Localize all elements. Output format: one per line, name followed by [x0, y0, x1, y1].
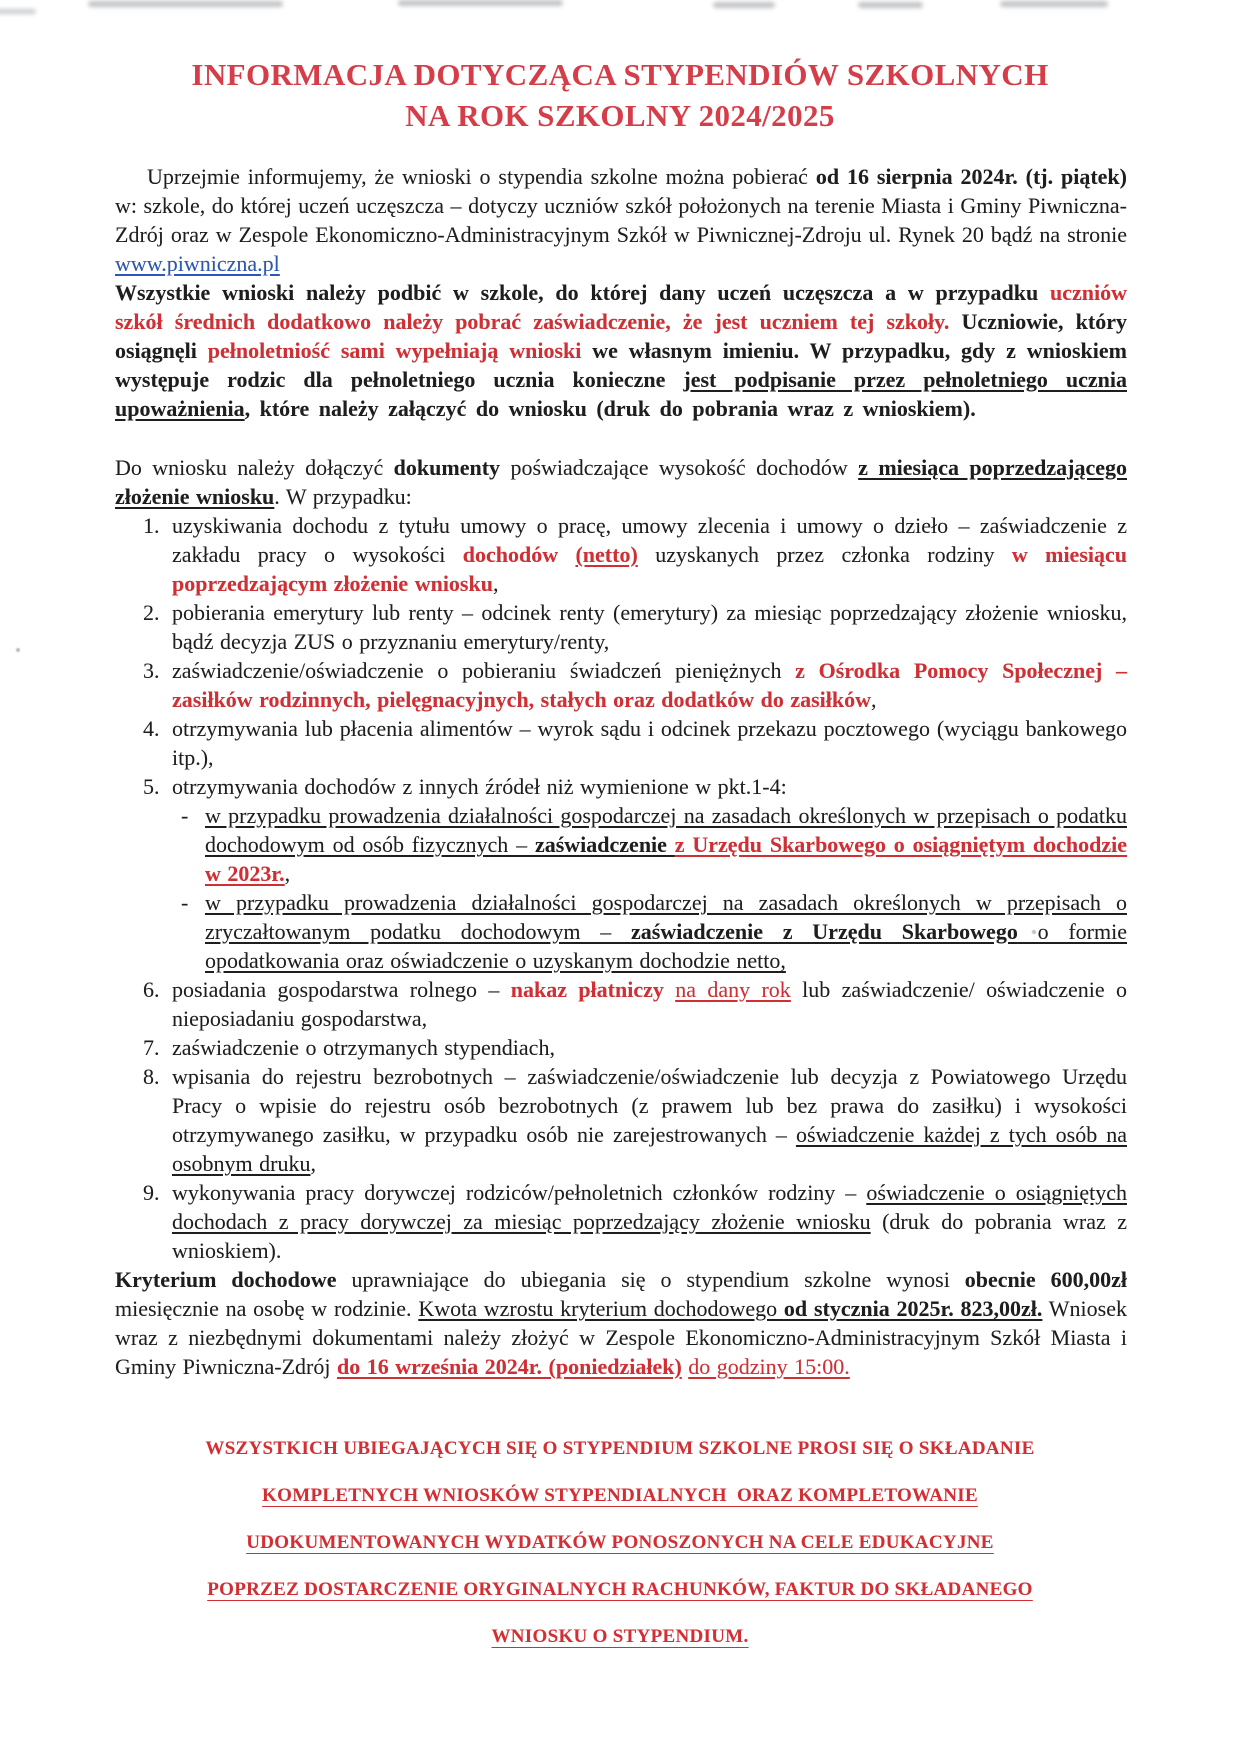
text-segment: otrzymywania dochodów z innych źródeł niż wymienione w pkt.1-4: — [172, 774, 787, 799]
dash-marker: - — [181, 803, 189, 828]
list-subitem — [115, 801, 1127, 888]
scan-artifact — [88, 1, 283, 7]
text-segment: posiadania gospodarstwa rolnego – — [172, 977, 511, 1002]
text-segment: dochodów — [462, 542, 576, 567]
title-line-2: NA ROK SZKOLNY 2024/2025 — [405, 98, 835, 133]
list-item — [115, 656, 1127, 714]
text-segment: miesięcznie na osobę w rodzinie. — [115, 1296, 419, 1321]
numbered-list — [115, 511, 1127, 1265]
list-item — [115, 772, 1127, 801]
footer-line: WSZYSTKICH UBIEGAJĄCYCH SIĘ O STYPENDIUM SZKOLNE PROSI SIĘ O SKŁADANIE — [205, 1438, 1035, 1459]
text-segment: poświadczające wysokość dochodów — [500, 455, 859, 480]
list-item-number: 2. — [143, 600, 160, 625]
text-segment: Do wniosku należy dołączyć — [115, 455, 394, 480]
scan-artifact — [713, 2, 775, 8]
list-item-number: 4. — [143, 716, 160, 741]
text-segment: uzyskiwania dochodu z tytułu umowy o pracę, umowy zlecenia i umowy o dzieło – zaświadczenie z zakładu pracy o wysokości — [172, 513, 1127, 567]
dash-marker: - — [181, 890, 189, 915]
footer-notice — [0, 1425, 1240, 1660]
footer-line: WNIOSKU O STYPENDIUM. — [491, 1626, 749, 1647]
text-segment: zaświadczenie o otrzymanych stypendiach, — [172, 1035, 555, 1060]
text-segment: nakaz płatniczy — [510, 977, 676, 1002]
scan-speck — [16, 648, 20, 652]
title-line-1: INFORMACJA DOTYCZĄCA STYPENDIÓW SZKOLNYCH — [191, 57, 1049, 92]
scan-artifact — [858, 2, 923, 8]
text-segment: Wniosek wraz z niezbędnymi dokumentami należy złożyć w Zespole Ekonomiczno-Administracyjnym Szkół Miasta i Gminy Piwniczna-Zdrój — [115, 1296, 1127, 1379]
text-segment: zaświadczenie z Urzędu Skarbowego — [631, 919, 1018, 944]
text-segment: uczniów szkół średnich dodatkowo należy pobrać zaświadczenie, że jest uczniem tej szkoły. — [115, 280, 1127, 334]
text-segment: pełnoletniość sami wypełniają wnioski — [207, 338, 582, 363]
list-item-number: 8. — [143, 1064, 160, 1089]
paragraph — [115, 278, 1127, 423]
text-segment: w: szkole, do której uczeń uczęszcza – dotyczy uczniów szkół położonych na terenie Miasta i Gminy Piwniczna-Zdrój oraz w Zespole Ekonomiczno-Administracyjnym Szkół w Piwnicznej-Zdroju ul. Rynek 20 bądź na stronie — [115, 193, 1127, 247]
text-segment: , które należy załączyć do wniosku (druk do pobrania wraz z wnioskiem). — [244, 396, 976, 421]
document-title — [60, 54, 1180, 136]
list-item-number: 1. — [143, 513, 160, 538]
text-segment: do godziny 15:00. — [688, 1354, 850, 1379]
text-segment: , — [284, 861, 291, 886]
scan-artifact — [1000, 1, 1108, 7]
list-item-number: 6. — [143, 977, 160, 1002]
scan-artifact — [0, 9, 36, 14]
footer-line: KOMPLETNYCH WNIOSKÓW STYPENDIALNYCH ORAZ KOMPLETOWANIE — [262, 1485, 978, 1506]
text-segment: (netto) — [575, 542, 638, 567]
list-item-number: 5. — [143, 774, 160, 799]
text-segment: we własnym imieniu. W przypadku, gdy z wnioskiem występuje rodzic dla pełnoletniego ucznia konieczne — [115, 338, 1127, 392]
list-item — [115, 598, 1127, 656]
text-segment: (druk do pobrania wraz z wnioskiem). — [172, 1209, 1127, 1263]
list-item — [115, 511, 1127, 598]
text-segment: wpisania do rejestru bezrobotnych – zaświadczenie/oświadczenie lub decyzja z Powiatowego Urzędu Pracy o wpisie do rejestru osób bezrobotnych (z prawem lub bez prawa do zasiłku) i wysokości otrzymywanego zasiłku, w przypadku osób nie zarejestrowanych – — [172, 1064, 1127, 1147]
list-subitem — [115, 888, 1127, 975]
list-item-number: 7. — [143, 1035, 160, 1060]
text-segment: oświadczenie o osiągniętych dochodach z pracy dorywczej za miesiąc poprzedzający złożenie wniosku — [172, 1180, 1127, 1234]
list-item — [115, 714, 1127, 772]
list-item — [115, 1033, 1127, 1062]
text-segment: oświadczenie każdej z tych osób na osobnym druku — [172, 1122, 1127, 1176]
list-item-number: 3. — [143, 658, 160, 683]
list-item-number: 9. — [143, 1180, 160, 1205]
text-segment: Uprzejmie informujemy, że wnioski o stypendia szkolne można pobierać — [147, 164, 816, 189]
text-segment: Wszystkie wnioski należy podbić w szkole, do której dany uczeń uczęszcza a w przypadku — [115, 280, 1050, 305]
footer-line: POPRZEZ DOSTARCZENIE ORYGINALNYCH RACHUNKÓW, FAKTUR DO SKŁADANEGO — [207, 1579, 1033, 1600]
paragraph — [115, 1265, 1127, 1381]
text-segment: lub zaświadczenie/ oświadczenie o nieposiadaniu gospodarstwa, — [172, 977, 1128, 1031]
text-segment: wykonywania pracy dorywczej rodziców/pełnoletnich członków rodziny – — [172, 1180, 867, 1205]
list-item — [115, 1062, 1127, 1178]
scan-artifact — [398, 0, 563, 6]
text-segment: dokumenty — [393, 455, 501, 480]
text-segment: do 16 września 2024r. (poniedziałek) — [336, 1354, 682, 1379]
text-segment: zaświadczenie — [534, 832, 675, 857]
text-segment: Kwota wzrostu kryterium dochodowego — [418, 1296, 784, 1321]
text-segment: Kryterium dochodowe — [115, 1267, 337, 1292]
footer-line: UDOKUMENTOWANYCH WYDATKÓW PONOSZONYCH NA CELE EDUKACYJNE — [246, 1532, 994, 1553]
text-segment: , — [492, 571, 499, 596]
text-segment: , — [871, 687, 877, 712]
paragraph — [115, 453, 1127, 511]
text-segment: obecnie 600,00zł — [964, 1267, 1127, 1292]
text-segment: z miesiąca poprzedzającego złożenie wniosku — [115, 455, 1127, 509]
text-segment: z Urzędu Skarbowego o osiągniętym dochodzie w 2023r. — [205, 832, 1127, 886]
text-segment: jest podpisanie przez pełnoletniego ucznia upoważnienia — [115, 367, 1127, 421]
list-item — [115, 975, 1127, 1033]
document-body — [115, 162, 1127, 1381]
text-segment: pobierania emerytury lub renty – odcinek renty (emerytury) za miesiąc poprzedzający złożenie wniosku, bądź decyzja ZUS o przyznaniu emerytury/renty, — [172, 600, 1127, 654]
paragraph — [115, 162, 1127, 278]
text-segment: w przypadku prowadzenia działalności gospodarczej na zasadach określonych w przepisach o podatku dochodowym od osób fizycznych – — [205, 803, 1127, 857]
text-segment: Uczniowie, który osiągnęli — [115, 309, 1127, 363]
text-segment: z Ośrodka Pomocy Społecznej – zasiłków rodzinnych, pielęgnacyjnych, stałych oraz dodatków do zasiłków — [172, 658, 1127, 712]
text-segment: w przypadku prowadzenia działalności gospodarczej na zasadach określonych w przepisach o zryczałtowanym podatku dochodowym – — [205, 890, 1127, 944]
text-segment: uzyskanych przez członka rodziny — [637, 542, 1012, 567]
text-segment: od 16 sierpnia 2024r. (tj. piątek) — [815, 164, 1127, 189]
text-segment: od stycznia 2025r. 823,00zł. — [783, 1296, 1043, 1321]
text-segment: o formie opodatkowania oraz oświadczenie o uzyskanym dochodzie netto, — [205, 919, 1127, 973]
text-segment: . W przypadku: — [274, 484, 412, 509]
text-segment: w miesiącu poprzedzającym złożenie wniosku — [172, 542, 1128, 596]
text-segment: otrzymywania lub płacenia alimentów – wyrok sądu i odcinek przekazu pocztowego (wyciągu bankowego itp.), — [172, 716, 1127, 770]
piwniczna-link[interactable]: www.piwniczna.pl — [115, 251, 280, 276]
list-item — [115, 1178, 1127, 1265]
text-segment: , — [310, 1151, 316, 1176]
text-segment: na dany rok — [675, 977, 791, 1002]
text-segment: zaświadczenie/oświadczenie o pobieraniu świadczeń pieniężnych — [172, 658, 796, 683]
text-segment: uprawniające do ubiegania się o stypendium szkolne wynosi — [336, 1267, 965, 1292]
